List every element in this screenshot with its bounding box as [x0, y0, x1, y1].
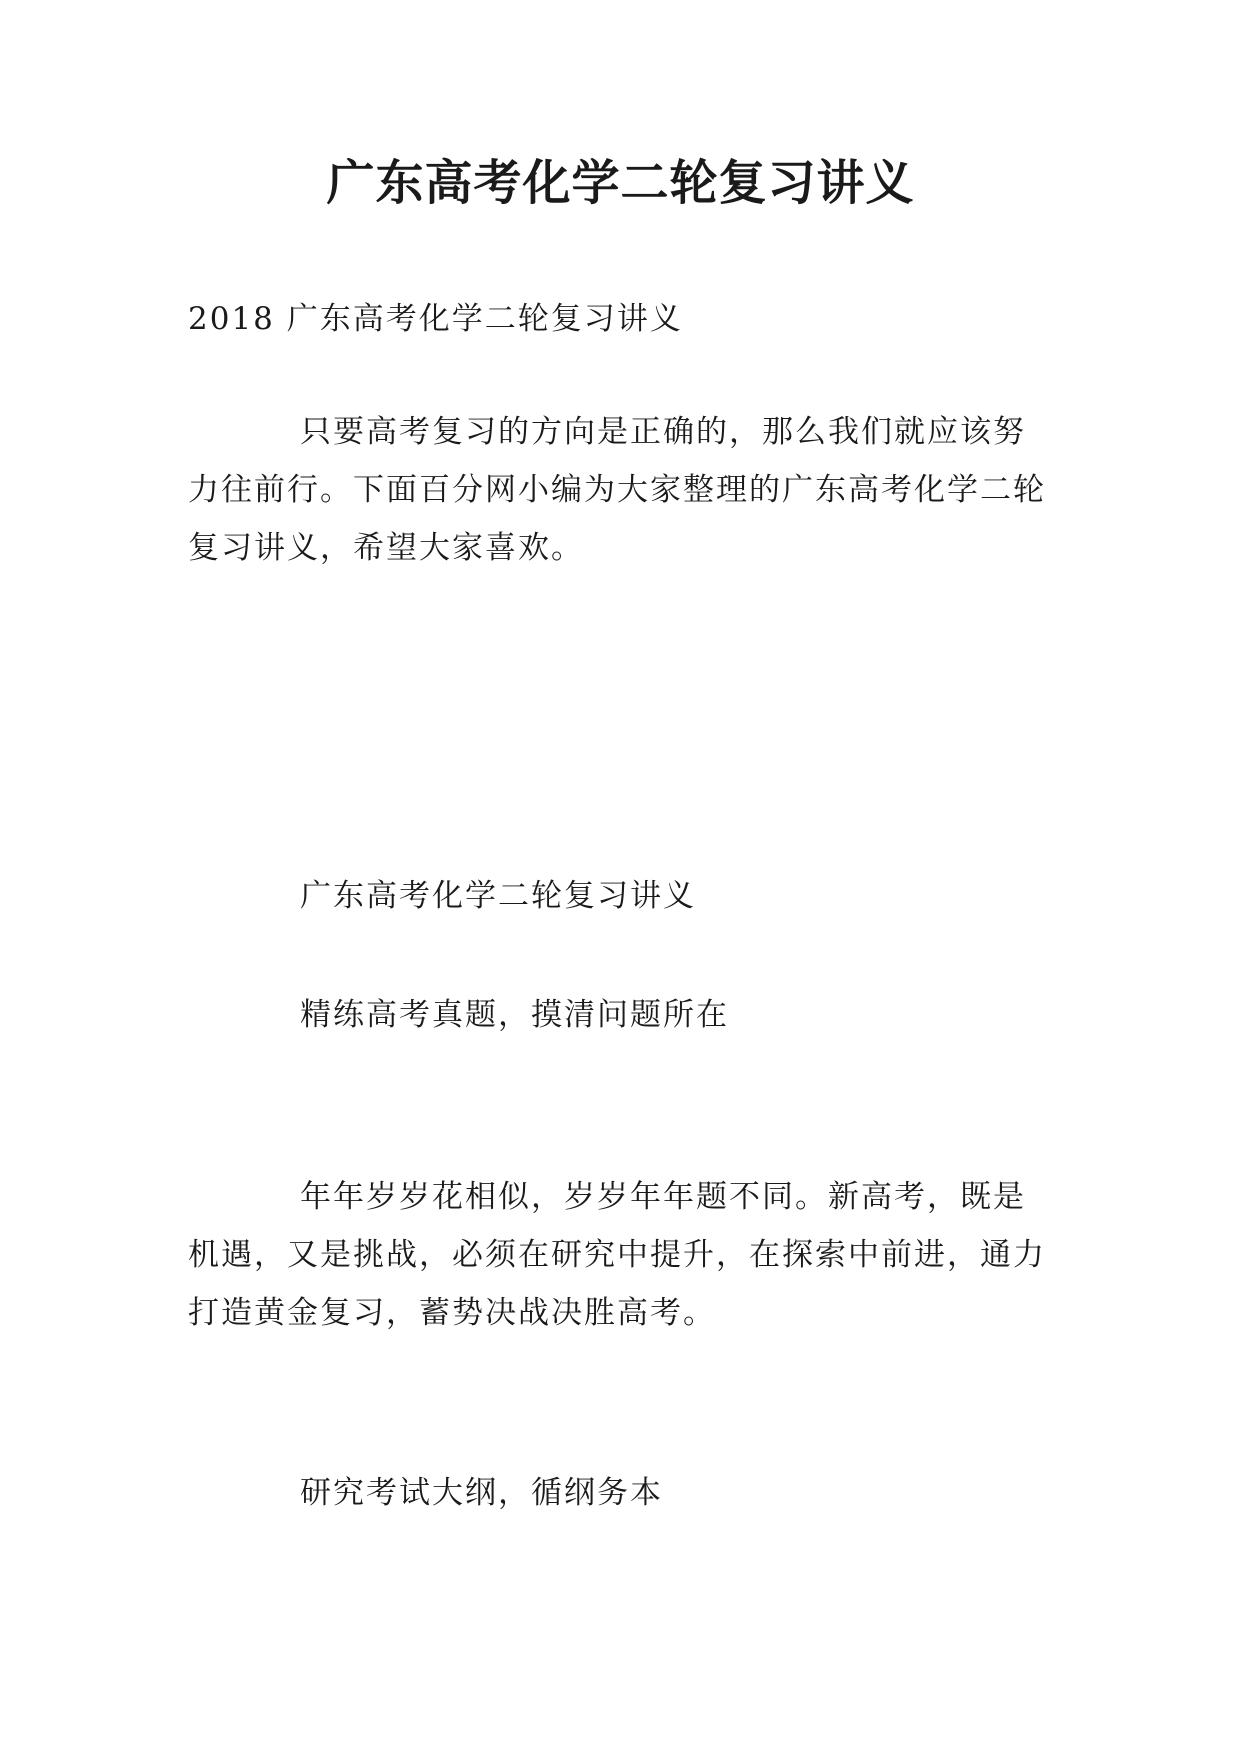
document-subtitle: 2018 广东高考化学二轮复习讲义 [188, 301, 683, 337]
section-heading-practice: 精练高考真题，摸清问题所在 [300, 997, 729, 1033]
document-title: 广东高考化学二轮复习讲义 [326, 155, 915, 211]
section-heading-lecture: 广东高考化学二轮复习讲义 [300, 878, 696, 914]
intro-paragraph: 只要高考复习的方向是正确的，那么我们就应该努力往前行。下面百分网小编为大家整理的广东高考化学二轮复习讲义，希望大家喜欢。 [188, 414, 1046, 566]
section-heading-syllabus: 研究考试大纲，循纲务本 [300, 1475, 663, 1511]
body-paragraph: 年年岁岁花相似，岁岁年年题不同。新高考，既是机遇，又是挑战，必须在研究中提升，在探索中前进，通力打造黄金复习，蓄势决战决胜高考。 [188, 1179, 1046, 1331]
